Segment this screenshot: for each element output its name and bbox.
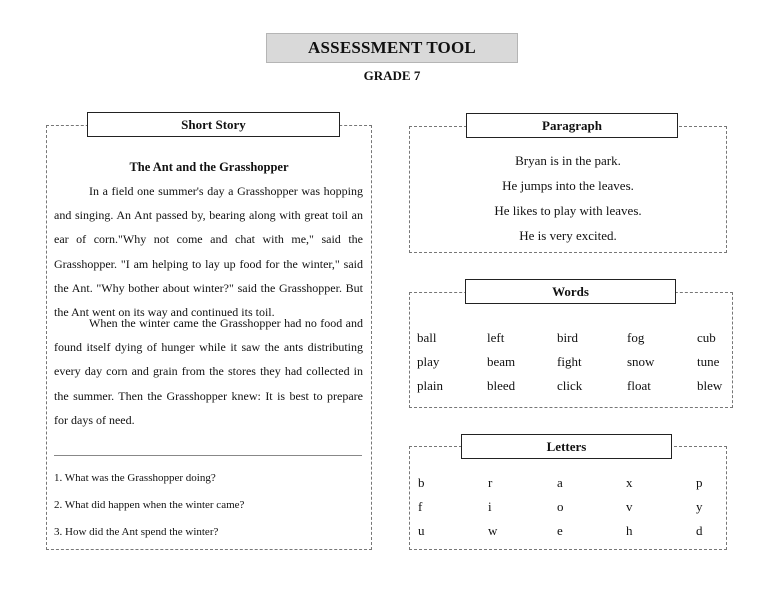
question-3: 3. How did the Ant spend the winter? xyxy=(54,526,219,538)
word-cell: snow xyxy=(627,354,655,369)
letter-cell: d xyxy=(696,523,703,538)
word-cell: play xyxy=(417,354,440,369)
letter-cell: v xyxy=(626,499,633,514)
word-cell: cub xyxy=(697,330,716,345)
story-divider xyxy=(54,455,362,456)
word-cell: bleed xyxy=(487,378,516,393)
paragraph-panel xyxy=(409,126,727,253)
question-2: 2. What did happen when the winter came? xyxy=(54,499,245,511)
paragraph-line-1: Bryan is in the park. xyxy=(515,153,621,168)
word-cell: bird xyxy=(557,330,578,345)
short-story-panel xyxy=(46,125,372,550)
letter-cell: o xyxy=(557,499,564,514)
word-cell: tune xyxy=(697,354,720,369)
story-paragraph-2: When the winter came the Grasshopper had no food and found itself dying of hunger while it saw the ants distributing every day corn and grain from the stores they had collected in the summer. Then the Grasshopper knew: It is best to prepare for days of need. xyxy=(54,316,363,427)
word-cell: blew xyxy=(697,378,723,393)
word-cell: fight xyxy=(557,354,582,369)
paragraph-label: Paragraph xyxy=(466,113,678,138)
story-paragraph-1: In a field one summer's day a Grasshopper was hopping and singing. An Ant passed by, bearing along with great toil an ear of corn."Why not come and chat with me," said the Grasshopper. "I am helping to lay up food for the winter," said the Ant. "Why bother about winter?" said the Grasshopper. But the Ant went on its way and continued its toil. xyxy=(54,184,363,320)
paragraph-line-4: He is very excited. xyxy=(519,228,617,243)
letter-cell: w xyxy=(488,523,498,538)
question-1: 1. What was the Grasshopper doing? xyxy=(54,472,216,484)
letter-cell: r xyxy=(488,475,493,490)
letter-cell: y xyxy=(696,499,703,514)
words-label: Words xyxy=(465,279,676,304)
word-cell: ball xyxy=(417,330,437,345)
letter-cell: x xyxy=(626,475,633,490)
letter-cell: a xyxy=(557,475,563,490)
word-cell: left xyxy=(487,330,505,345)
short-story-label: Short Story xyxy=(87,112,340,137)
letters-panel xyxy=(409,446,727,550)
grade-label: GRADE 7 xyxy=(363,68,421,83)
word-cell: plain xyxy=(417,378,443,393)
letters-label: Letters xyxy=(461,434,672,459)
letter-cell: f xyxy=(418,499,423,514)
letter-cell: i xyxy=(488,499,492,514)
word-cell: beam xyxy=(487,354,516,369)
word-cell: float xyxy=(627,378,651,393)
page-title: ASSESSMENT TOOL xyxy=(266,33,518,63)
story-title: The Ant and the Grasshopper xyxy=(129,160,289,174)
word-cell: fog xyxy=(627,330,645,345)
words-panel xyxy=(409,292,733,408)
paragraph-line-2: He jumps into the leaves. xyxy=(502,178,634,193)
letter-cell: e xyxy=(557,523,563,538)
letter-cell: h xyxy=(626,523,633,538)
word-cell: click xyxy=(557,378,583,393)
letter-cell: b xyxy=(418,475,425,490)
letter-cell: p xyxy=(696,475,703,490)
paragraph-line-3: He likes to play with leaves. xyxy=(494,203,642,218)
letter-cell: u xyxy=(418,523,425,538)
